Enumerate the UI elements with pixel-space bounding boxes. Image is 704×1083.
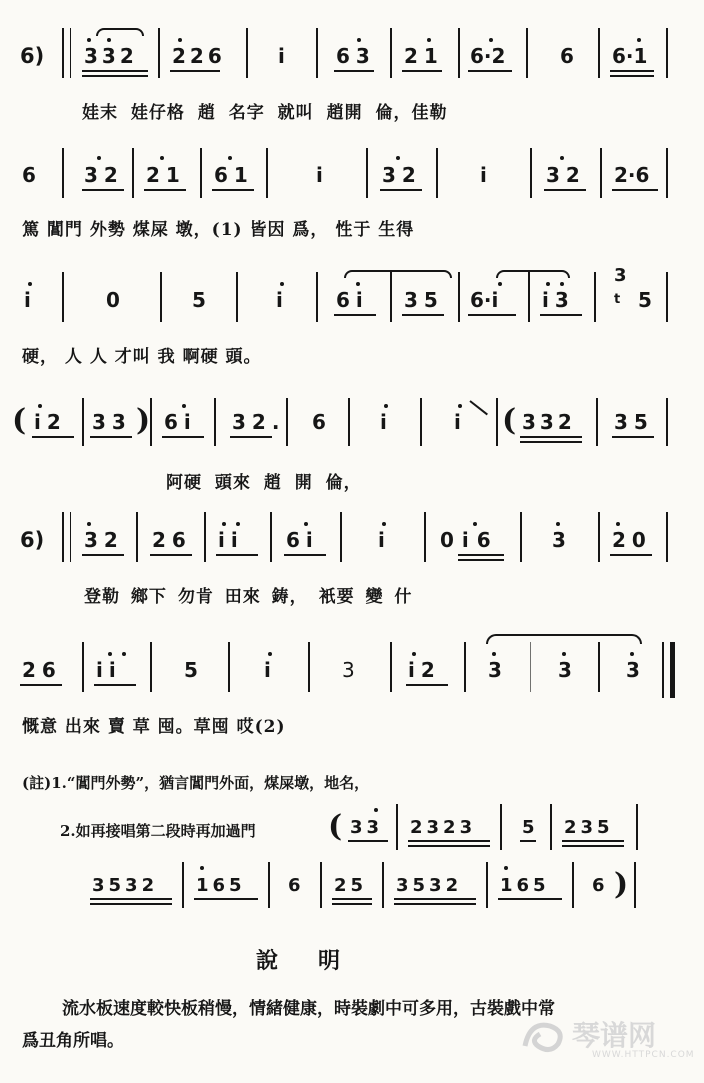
notes-group: 63 <box>336 44 376 68</box>
barline <box>160 272 162 322</box>
underline-beam <box>408 840 490 842</box>
barline <box>520 512 522 562</box>
underline-beam <box>32 436 74 438</box>
note: i <box>316 163 323 187</box>
underline-beam <box>610 70 654 72</box>
notes-group: i2 <box>408 658 441 682</box>
barline <box>500 804 502 850</box>
barline <box>366 148 368 198</box>
notes-group: 2·6 <box>614 163 650 187</box>
meter-bottom: t <box>614 292 621 307</box>
barline <box>666 512 668 562</box>
footnote-2: 2.如再接唱第二段時再加過門 <box>60 822 256 840</box>
underline-beam <box>82 189 124 191</box>
barline <box>182 862 184 908</box>
barline <box>424 512 426 562</box>
open-paren: ( <box>502 403 517 438</box>
barline <box>390 28 392 78</box>
notes-group: 2323 <box>410 817 477 838</box>
barline <box>634 862 636 908</box>
barline <box>62 512 64 562</box>
barline <box>320 862 322 908</box>
notes-group: 6i <box>336 288 369 312</box>
barline <box>308 642 310 692</box>
barline <box>236 272 238 322</box>
barline <box>316 272 318 322</box>
underline-beam <box>20 684 62 686</box>
notes-group: 6·2 <box>470 44 506 68</box>
underline-beam <box>610 554 652 556</box>
note: 3 <box>552 528 566 552</box>
lyrics-line: 登勒 鄉下 勿肯 田來 鋳， 衹要 變 什 <box>84 587 413 607</box>
notes-group: 6i <box>164 410 197 434</box>
notes-group: ii <box>96 658 122 682</box>
section-heading: 說明 <box>256 948 381 974</box>
octave-dot <box>498 282 502 286</box>
note: i <box>264 658 271 682</box>
underline-beam <box>562 840 624 842</box>
underline-beam <box>612 436 654 438</box>
underline-beam <box>194 898 258 900</box>
barline <box>82 398 84 446</box>
octave-dot <box>357 38 361 42</box>
barline <box>458 272 460 322</box>
barline <box>420 398 422 446</box>
tie-slur <box>344 270 452 278</box>
open-paren: ( <box>328 809 343 844</box>
note: i <box>380 410 387 434</box>
barline <box>132 148 134 198</box>
lyrics-line: 慨意 出來 賣 草 囤。草囤 哎(2) <box>22 717 286 737</box>
notes-group: 32 <box>382 163 422 187</box>
underline-beam <box>90 436 132 438</box>
octave-dot <box>107 38 111 42</box>
octave-dot <box>87 38 91 42</box>
line-open-marker: 6 <box>22 163 36 187</box>
notes-group: 32 <box>84 528 124 552</box>
underline-beam <box>380 189 422 191</box>
note: 0 <box>106 288 120 312</box>
barline <box>526 28 528 78</box>
underline-beam <box>458 559 504 561</box>
barline <box>636 804 638 850</box>
barline <box>598 28 600 78</box>
barline <box>286 398 288 446</box>
watermark-url: WWW.HTTPCN.COM <box>592 1050 695 1060</box>
barline <box>270 512 272 562</box>
line-open-marker: 6) <box>20 528 45 552</box>
barline <box>62 28 64 78</box>
octave-dot <box>182 404 186 408</box>
barline <box>228 642 230 692</box>
underline-beam <box>162 436 204 438</box>
barline <box>268 862 270 908</box>
notes-group: 6·i <box>470 288 499 312</box>
notes-group: 0i6 <box>440 528 499 552</box>
note: i <box>276 288 283 312</box>
slide-mark <box>469 400 488 415</box>
notes-group: 332 <box>522 410 576 434</box>
underline-beam <box>284 554 326 556</box>
underline-beam <box>406 684 448 686</box>
barline <box>70 28 71 78</box>
note: 6 <box>592 875 605 896</box>
notes-group: 226 <box>172 44 226 68</box>
note: 6 <box>288 875 301 896</box>
underline-beam <box>348 840 388 842</box>
underline-beam <box>82 554 124 556</box>
open-paren: ( <box>12 403 27 438</box>
underline-beam <box>402 70 442 72</box>
octave-dot <box>412 652 416 656</box>
meter-top: 3 <box>614 265 627 286</box>
octave-dot <box>280 282 284 286</box>
underline-beam <box>90 903 172 905</box>
barline <box>436 148 438 198</box>
octave-dot <box>396 156 400 160</box>
note: 6 <box>312 410 326 434</box>
underline-beam <box>82 75 148 77</box>
barline <box>70 512 71 562</box>
underline-beam <box>334 314 376 316</box>
logo-swirl-icon <box>520 1016 570 1056</box>
octave-dot <box>178 38 182 42</box>
paragraph-line: 流水板速度較快板稍慢，情緒健康，時裝劇中可多用，古裝戲中常 <box>62 999 555 1019</box>
notes-group: 25 <box>334 875 368 896</box>
underline-beam <box>334 70 374 72</box>
note: 3 <box>626 658 640 682</box>
barline <box>458 28 460 78</box>
barline <box>396 804 398 850</box>
barline <box>464 642 466 692</box>
close-paren: ) <box>136 403 151 438</box>
tie-slur <box>486 634 642 644</box>
underline-beam <box>216 554 258 556</box>
barline <box>596 398 598 446</box>
underline-beam <box>468 314 516 316</box>
notes-group: ii <box>218 528 244 552</box>
underline-beam <box>170 70 220 72</box>
barline <box>390 642 392 692</box>
note: 5 <box>184 658 198 682</box>
octave-dot <box>236 522 240 526</box>
underline-beam <box>610 75 654 77</box>
underline-beam <box>544 189 586 191</box>
octave-dot <box>38 404 42 408</box>
barline <box>598 512 600 562</box>
barline <box>550 804 552 850</box>
octave-dot <box>384 404 388 408</box>
barline <box>214 398 216 446</box>
notes-group: 35 <box>614 410 654 434</box>
underline-beam <box>332 898 372 900</box>
octave-dot <box>228 156 232 160</box>
underline-beam <box>498 898 562 900</box>
barline <box>150 642 152 692</box>
notes-group: 32 <box>84 163 124 187</box>
barline <box>82 642 84 692</box>
underline-beam <box>144 189 186 191</box>
barline <box>266 148 268 198</box>
underline-beam <box>408 845 490 847</box>
underline-beam <box>612 189 658 191</box>
final-barline-thick <box>670 642 675 698</box>
barline <box>348 398 350 446</box>
notes-group: 235 <box>564 817 614 838</box>
barline <box>666 148 668 198</box>
note: 5 <box>638 288 652 312</box>
notes-group: 21 <box>146 163 186 187</box>
barline <box>496 398 498 446</box>
underline-beam <box>394 898 476 900</box>
barline <box>572 862 574 908</box>
underline-beam <box>402 314 444 316</box>
barline <box>136 512 138 562</box>
underline-beam <box>82 70 148 72</box>
note: 5 <box>522 817 535 838</box>
barline <box>62 148 64 198</box>
notes-group: 61 <box>214 163 254 187</box>
notes-group: 33 <box>92 410 132 434</box>
barline <box>600 148 602 198</box>
notes-group: 165 <box>196 875 246 896</box>
octave-dot <box>637 38 641 42</box>
barline <box>530 148 532 198</box>
notes-group: 26 <box>22 658 62 682</box>
lyrics-line: 阿硬 頭來 趙 開 倫， <box>166 473 362 493</box>
barline <box>316 28 318 78</box>
underline-beam <box>94 684 136 686</box>
barline <box>598 642 600 692</box>
octave-dot <box>28 282 32 286</box>
notes-group: 332 <box>84 44 138 68</box>
barline <box>594 272 596 322</box>
notes-group: 35 <box>404 288 444 312</box>
barline <box>340 512 342 562</box>
paragraph-line: 爲丑角所唱。 <box>22 1031 124 1051</box>
notes-group: 3532 <box>396 875 463 896</box>
lyrics-line: 娃末 娃仔格 趙 名字 就叫 趙開 倫，佳勒 <box>82 103 448 123</box>
underline-beam <box>150 554 192 556</box>
barline <box>200 148 202 198</box>
underline-beam <box>520 840 536 842</box>
notes-group: 33 <box>350 817 384 838</box>
barline <box>150 398 152 446</box>
close-paren: ) <box>614 867 629 902</box>
octave-dot <box>427 38 431 42</box>
barline <box>246 28 248 78</box>
underline-beam <box>230 436 272 438</box>
note: 6 <box>560 44 574 68</box>
octave-dot <box>560 282 564 286</box>
line-open-marker: 6) <box>20 44 45 68</box>
octave-dot <box>504 866 508 870</box>
barline <box>666 28 668 78</box>
barline <box>382 862 384 908</box>
octave-dot <box>200 866 204 870</box>
notes-group: 21 <box>404 44 444 68</box>
octave-dot <box>108 652 112 656</box>
octave-dot <box>492 652 496 656</box>
tie-slur <box>496 270 570 278</box>
notes-group: 165 <box>500 875 550 896</box>
note: 3 <box>488 658 502 682</box>
underline-beam <box>212 189 254 191</box>
note: 3 <box>342 658 355 682</box>
barline <box>158 28 160 78</box>
underline-beam <box>468 70 512 72</box>
octave-dot <box>473 522 477 526</box>
note: i <box>454 410 461 434</box>
barline <box>666 398 668 446</box>
octave-dot <box>268 652 272 656</box>
barline <box>486 862 488 908</box>
octave-dot <box>97 156 101 160</box>
underline-beam <box>458 554 504 556</box>
note: i <box>480 163 487 187</box>
barline <box>530 642 531 692</box>
octave-dot <box>560 156 564 160</box>
octave-dot <box>562 652 566 656</box>
octave-dot <box>630 652 634 656</box>
note: i <box>24 288 31 312</box>
barline <box>62 272 64 322</box>
final-barline-thin <box>662 642 664 698</box>
barline <box>666 272 668 322</box>
octave-dot <box>546 282 550 286</box>
notes-group: 32. <box>232 410 286 434</box>
underline-beam <box>394 903 476 905</box>
lyrics-line: 硬， 人 人 才叫 我 啊硬 頭。 <box>22 347 262 367</box>
octave-dot <box>222 522 226 526</box>
notes-group: 20 <box>612 528 652 552</box>
underline-beam <box>520 436 582 438</box>
notes-group: i3 <box>542 288 575 312</box>
notes-group: 6i <box>286 528 319 552</box>
octave-dot <box>122 652 126 656</box>
notes-group: 32 <box>546 163 586 187</box>
barline <box>204 512 206 562</box>
octave-dot <box>489 38 493 42</box>
barline <box>528 272 530 322</box>
underline-beam <box>90 898 172 900</box>
octave-dot <box>374 808 378 812</box>
note: i <box>378 528 385 552</box>
note: 3 <box>558 658 572 682</box>
tie-slur <box>96 28 144 36</box>
octave-dot <box>382 522 386 526</box>
octave-dot <box>616 522 620 526</box>
octave-dot <box>556 522 560 526</box>
notes-group: 6·1 <box>612 44 648 68</box>
octave-dot <box>356 282 360 286</box>
underline-beam <box>540 314 582 316</box>
octave-dot <box>458 404 462 408</box>
watermark-brand: 琴谱网 <box>572 1019 657 1052</box>
notes-group: 26 <box>152 528 192 552</box>
underline-beam <box>520 441 582 443</box>
octave-dot <box>87 522 91 526</box>
underline-beam <box>332 903 372 905</box>
lyrics-line: 篤 閶門 外勢 煤屎 墩，(1) 皆因 爲， 性于 生得 <box>22 220 415 240</box>
footnote-1: (註)1.“閶門外勢”，猶言閶門外面，煤屎墩，地名， <box>22 774 370 792</box>
octave-dot <box>304 522 308 526</box>
note: 5 <box>192 288 206 312</box>
note: i <box>278 44 285 68</box>
notes-group: 3532 <box>92 875 159 896</box>
notes-group: i2 <box>34 410 67 434</box>
barline <box>390 272 392 322</box>
octave-dot <box>160 156 164 160</box>
underline-beam <box>562 845 624 847</box>
